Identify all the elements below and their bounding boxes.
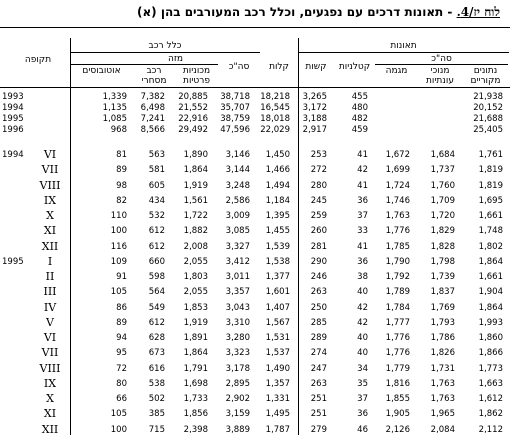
column-header: מכוניות פרטיות xyxy=(182,66,211,86)
table-cell: 42 xyxy=(357,318,368,328)
table-cell: 1,407 xyxy=(265,303,290,313)
table-cell: 3,327 xyxy=(225,242,250,252)
table-cell: 3,248 xyxy=(225,181,250,191)
total-sub-rule xyxy=(375,64,508,65)
table-cell: 968 xyxy=(110,125,127,135)
month-label: VII xyxy=(41,163,59,176)
table-cell: 279 xyxy=(310,425,327,435)
table-cell: 1,495 xyxy=(265,409,290,419)
table-cell: 3,159 xyxy=(225,409,250,419)
table-cell: 272 xyxy=(310,165,327,175)
table-cell: 274 xyxy=(310,348,327,358)
year-label: 1994 xyxy=(2,150,24,160)
table-cell: 38,718 xyxy=(220,92,250,102)
table-cell: 89 xyxy=(116,318,127,328)
table-cell: 480 xyxy=(351,103,368,113)
table-cell: 1,339 xyxy=(102,92,127,102)
group-divider xyxy=(298,38,299,435)
table-cell: 285 xyxy=(310,318,327,328)
month-label: VI xyxy=(43,331,57,344)
table-cell: 116 xyxy=(110,242,127,252)
table-cell: 91 xyxy=(116,272,127,282)
month-label: II xyxy=(45,270,55,283)
table-cell: 1,864 xyxy=(183,348,208,358)
month-label: VII xyxy=(41,346,59,359)
table-cell: 1,763 xyxy=(430,394,455,404)
table-cell: 46 xyxy=(357,425,368,435)
table-cell: 459 xyxy=(351,125,368,135)
table-cell: 1,829 xyxy=(430,226,455,236)
table-cell: 564 xyxy=(148,287,165,297)
table-cell: 18,018 xyxy=(260,114,290,124)
table-cell: 36 xyxy=(357,409,368,419)
table-cell: 532 xyxy=(148,211,165,221)
table-cell: 538 xyxy=(148,379,165,389)
table-cell: 385 xyxy=(148,409,165,419)
table-cell: 40 xyxy=(357,287,368,297)
table-cell: 3,357 xyxy=(225,287,250,297)
table-cell: 72 xyxy=(116,364,127,374)
table-cell: 41 xyxy=(357,150,368,160)
accidents-group-rule xyxy=(298,52,509,53)
table-cell: 1,773 xyxy=(478,364,503,374)
table-cell: 3,009 xyxy=(225,211,250,221)
table-cell: 1,789 xyxy=(385,287,410,297)
table-cell: 1,853 xyxy=(183,303,208,313)
table-cell: 1,828 xyxy=(430,242,455,252)
month-label: X xyxy=(46,209,54,222)
table-cell: 1,661 xyxy=(478,272,503,282)
table-cell: 105 xyxy=(110,287,127,297)
table-cell: 1,612 xyxy=(478,394,503,404)
table-cell: 1,864 xyxy=(478,303,503,313)
table-cell: 98 xyxy=(116,181,127,191)
table-cell: 605 xyxy=(148,181,165,191)
table-cell: 1,837 xyxy=(430,287,455,297)
table-cell: 1,891 xyxy=(183,333,208,343)
table-cell: 1,761 xyxy=(478,150,503,160)
column-header: נתונים מקוריים xyxy=(470,66,501,86)
table-cell: 616 xyxy=(148,364,165,374)
table-cell: 21,938 xyxy=(473,92,503,102)
table-cell: 1,993 xyxy=(478,318,503,328)
table-cell: 1,724 xyxy=(385,181,410,191)
table-cell: 612 xyxy=(148,226,165,236)
table-cell: 1,776 xyxy=(385,348,410,358)
table-cell: 1,737 xyxy=(430,165,455,175)
table-cell: 434 xyxy=(148,196,165,206)
table-cell: 38 xyxy=(357,272,368,282)
table-cell: 1,790 xyxy=(385,257,410,267)
table-cell: 1,890 xyxy=(183,150,208,160)
table-cell: 1,866 xyxy=(478,348,503,358)
table-cell: 35,707 xyxy=(220,103,250,113)
table-title-text: - תאונות דרכים עם נפגעים, וכלל רכב המעורבים בהן (א) xyxy=(136,5,453,19)
table-cell: 3,043 xyxy=(225,303,250,313)
table-cell: 34 xyxy=(357,364,368,374)
table-cell: 1,803 xyxy=(183,272,208,282)
table-cell: 1,862 xyxy=(478,409,503,419)
year-label: 1993 xyxy=(2,92,24,102)
table-cell: 7,241 xyxy=(140,114,165,124)
month-label: VIII xyxy=(39,362,61,375)
column-header: רכב מסחרי xyxy=(141,66,167,86)
table-cell: 250 xyxy=(310,303,327,313)
table-cell: 110 xyxy=(110,211,127,221)
year-label: 1994 xyxy=(2,103,24,113)
table-cell: 33 xyxy=(357,226,368,236)
month-label: XII xyxy=(41,240,59,253)
table-cell: 1,684 xyxy=(430,150,455,160)
table-cell: 1,791 xyxy=(183,364,208,374)
table-cell: 3,188 xyxy=(302,114,327,124)
table-cell: 2,126 xyxy=(385,425,410,435)
table-cell: 482 xyxy=(351,114,368,124)
table-cell: 20,885 xyxy=(178,92,208,102)
table-cell: 2,055 xyxy=(183,287,208,297)
table-cell: 1,760 xyxy=(430,181,455,191)
header-bottom-rule xyxy=(0,87,510,88)
table-cell: 1,661 xyxy=(478,211,503,221)
table-cell: 1,856 xyxy=(183,409,208,419)
table-cell: 1,539 xyxy=(265,242,290,252)
table-cell: 246 xyxy=(310,272,327,282)
table-cell: 86 xyxy=(116,303,127,313)
table-cell: 37 xyxy=(357,394,368,404)
table-number: לוח יז/4. xyxy=(456,5,500,19)
table-cell: 1,663 xyxy=(478,379,503,389)
table-cell: 100 xyxy=(110,425,127,435)
table-cell: 1,882 xyxy=(183,226,208,236)
table-cell: 81 xyxy=(116,150,127,160)
table-cell: 21,688 xyxy=(473,114,503,124)
table-cell: 1,722 xyxy=(183,211,208,221)
table-cell: 290 xyxy=(310,257,327,267)
table-cell: 1,450 xyxy=(265,150,290,160)
table-cell: 1,785 xyxy=(385,242,410,252)
table-cell: 1,331 xyxy=(265,394,290,404)
table-cell: 598 xyxy=(148,272,165,282)
table-cell: 1,085 xyxy=(102,114,127,124)
table-cell: 1,748 xyxy=(478,226,503,236)
table-cell: 29,492 xyxy=(178,125,208,135)
table-cell: 1,819 xyxy=(478,165,503,175)
column-header: קלות xyxy=(269,62,289,72)
table-cell: 1,776 xyxy=(385,226,410,236)
table-cell: 6,498 xyxy=(140,103,165,113)
table-cell: 1,135 xyxy=(102,103,127,113)
header-vehicles-of-which: מזה xyxy=(167,54,184,64)
table-cell: 3,265 xyxy=(302,92,327,102)
table-cell: 673 xyxy=(148,348,165,358)
table-cell: 18,218 xyxy=(260,92,290,102)
table-cell: 263 xyxy=(310,379,327,389)
column-header: סה"כ xyxy=(228,62,250,72)
table-cell: 1,965 xyxy=(430,409,455,419)
table-cell: 2,055 xyxy=(183,257,208,267)
table-cell: 1,395 xyxy=(265,211,290,221)
table-cell: 2,895 xyxy=(225,379,250,389)
table-cell: 1,567 xyxy=(265,318,290,328)
header-vehicles: כלל רכב xyxy=(148,41,182,51)
month-label: IX xyxy=(43,377,57,390)
table-cell: 1,601 xyxy=(265,287,290,297)
vehicles-group-rule xyxy=(70,52,260,53)
header-accidents-total: סה"כ xyxy=(431,54,452,64)
table-cell: 22,029 xyxy=(260,125,290,135)
month-label: I xyxy=(47,255,53,268)
month-label: VI xyxy=(43,148,57,161)
month-label: V xyxy=(46,316,54,329)
table-cell: 22,916 xyxy=(178,114,208,124)
table-cell: 1,746 xyxy=(385,196,410,206)
table-cell: 36 xyxy=(357,257,368,267)
table-cell: 1,184 xyxy=(265,196,290,206)
table-cell: 80 xyxy=(116,379,127,389)
month-label: XI xyxy=(43,224,57,237)
table-cell: 47,596 xyxy=(220,125,250,135)
table-cell: 3,280 xyxy=(225,333,250,343)
year-label: 1995 xyxy=(2,114,24,124)
table-cell: 1,538 xyxy=(265,257,290,267)
table-cell: 1,798 xyxy=(430,257,455,267)
table-cell: 247 xyxy=(310,364,327,374)
table-cell: 105 xyxy=(110,409,127,419)
table-cell: 2,112 xyxy=(478,425,503,435)
table-cell: 280 xyxy=(310,181,327,191)
table-cell: 42 xyxy=(357,303,368,313)
column-header: מנוכי עונתיות xyxy=(426,66,454,86)
table-cell: 3,310 xyxy=(225,318,250,328)
table-cell: 2,902 xyxy=(225,394,250,404)
table-cell: 260 xyxy=(310,226,327,236)
table-cell: 94 xyxy=(116,333,127,343)
table-cell: 1,779 xyxy=(385,364,410,374)
table-cell: 109 xyxy=(110,257,127,267)
table-cell: 549 xyxy=(148,303,165,313)
month-label: IV xyxy=(43,301,57,314)
table-cell: 42 xyxy=(357,165,368,175)
table-cell: 253 xyxy=(310,150,327,160)
table-cell: 612 xyxy=(148,242,165,252)
vehicles-sub-rule xyxy=(70,64,218,65)
table-cell: 502 xyxy=(148,394,165,404)
table-cell: 1,698 xyxy=(183,379,208,389)
column-header: אוטובוסים xyxy=(82,66,121,76)
table-cell: 563 xyxy=(148,150,165,160)
table-cell: 1,864 xyxy=(478,257,503,267)
table-cell: 3,011 xyxy=(225,272,250,282)
table-cell: 40 xyxy=(357,333,368,343)
table-cell: 2,917 xyxy=(302,125,327,135)
table-cell: 251 xyxy=(310,394,327,404)
table-cell: 40 xyxy=(357,348,368,358)
table-cell: 3,144 xyxy=(225,165,250,175)
table-cell: 1,860 xyxy=(478,333,503,343)
table-cell: 612 xyxy=(148,318,165,328)
table-cell: 289 xyxy=(310,333,327,343)
year-label: 1995 xyxy=(2,257,24,267)
column-header: מגמה xyxy=(385,66,408,76)
table-cell: 1,709 xyxy=(430,196,455,206)
table-cell: 1,769 xyxy=(430,303,455,313)
month-label: IX xyxy=(43,194,57,207)
table-cell: 1,787 xyxy=(265,425,290,435)
table-cell: 1,919 xyxy=(183,181,208,191)
column-header: קטלניות xyxy=(338,62,371,72)
table-cell: 3,146 xyxy=(225,150,250,160)
table-cell: 1,490 xyxy=(265,364,290,374)
table-cell: 2,398 xyxy=(183,425,208,435)
table-title xyxy=(137,5,500,20)
table-cell: 16,545 xyxy=(260,103,290,113)
header-period: תקופה xyxy=(24,55,52,65)
table-cell: 1,784 xyxy=(385,303,410,313)
table-cell: 8,566 xyxy=(140,125,165,135)
table-cell: 1,792 xyxy=(385,272,410,282)
table-cell: 89 xyxy=(116,165,127,175)
table-cell: 3,889 xyxy=(225,425,250,435)
table-cell: 25,405 xyxy=(473,125,503,135)
table-cell: 100 xyxy=(110,226,127,236)
table-cell: 1,763 xyxy=(430,379,455,389)
table-cell: 1,816 xyxy=(385,379,410,389)
table-cell: 41 xyxy=(357,181,368,191)
table-cell: 1,776 xyxy=(385,333,410,343)
table-cell: 251 xyxy=(310,409,327,419)
table-cell: 7,382 xyxy=(140,92,165,102)
table-cell: 1,733 xyxy=(183,394,208,404)
table-cell: 20,152 xyxy=(473,103,503,113)
column-header: קשות xyxy=(305,62,327,72)
table-cell: 281 xyxy=(310,242,327,252)
table-cell: 1,826 xyxy=(430,348,455,358)
table-cell: 1,739 xyxy=(430,272,455,282)
table-cell: 1,731 xyxy=(430,364,455,374)
table-cell: 1,905 xyxy=(385,409,410,419)
table-cell: 245 xyxy=(310,196,327,206)
table-cell: 66 xyxy=(116,394,127,404)
table-cell: 2,008 xyxy=(183,242,208,252)
table-cell: 3,412 xyxy=(225,257,250,267)
table-cell: 36 xyxy=(357,196,368,206)
table-cell: 2,084 xyxy=(430,425,455,435)
table-cell: 3,323 xyxy=(225,348,250,358)
table-cell: 38,759 xyxy=(220,114,250,124)
table-cell: 1,786 xyxy=(430,333,455,343)
table-cell: 3,172 xyxy=(302,103,327,113)
year-label: 1996 xyxy=(2,125,24,135)
table-cell: 1,720 xyxy=(430,211,455,221)
table-cell: 1,699 xyxy=(385,165,410,175)
month-label: XII xyxy=(41,423,59,436)
table-cell: 1,377 xyxy=(265,272,290,282)
table-cell: 3,178 xyxy=(225,364,250,374)
table-cell: 455 xyxy=(351,92,368,102)
table-cell: 581 xyxy=(148,165,165,175)
table-cell: 1,455 xyxy=(265,226,290,236)
month-label: X xyxy=(46,392,54,405)
top-rule xyxy=(0,27,510,28)
table-cell: 41 xyxy=(357,242,368,252)
table-cell: 1,819 xyxy=(478,181,503,191)
table-cell: 628 xyxy=(148,333,165,343)
table-cell: 1,793 xyxy=(430,318,455,328)
table-cell: 1,904 xyxy=(478,287,503,297)
table-cell: 660 xyxy=(148,257,165,267)
table-cell: 1,672 xyxy=(385,150,410,160)
table-cell: 82 xyxy=(116,196,127,206)
table-cell: 1,466 xyxy=(265,165,290,175)
table-cell: 1,855 xyxy=(385,394,410,404)
table-cell: 2,586 xyxy=(225,196,250,206)
table-cell: 1,802 xyxy=(478,242,503,252)
table-cell: 263 xyxy=(310,287,327,297)
table-cell: 259 xyxy=(310,211,327,221)
table-cell: 1,763 xyxy=(385,211,410,221)
table-cell: 35 xyxy=(357,379,368,389)
table-cell: 1,357 xyxy=(265,379,290,389)
table-cell: 21,552 xyxy=(178,103,208,113)
table-cell: 1,864 xyxy=(183,165,208,175)
table-cell: 1,777 xyxy=(385,318,410,328)
table-cell: 1,537 xyxy=(265,348,290,358)
table-cell: 1,561 xyxy=(183,196,208,206)
month-label: VIII xyxy=(39,179,61,192)
table-cell: 1,695 xyxy=(478,196,503,206)
table-cell: 1,531 xyxy=(265,333,290,343)
table-cell: 715 xyxy=(148,425,165,435)
header-accidents: תאונות xyxy=(390,41,417,51)
period-divider xyxy=(70,38,71,435)
month-label: III xyxy=(43,285,57,298)
table-cell: 3,085 xyxy=(225,226,250,236)
month-label: XI xyxy=(43,407,57,420)
table-cell: 1,919 xyxy=(183,318,208,328)
table-cell: 95 xyxy=(116,348,127,358)
table-cell: 1,494 xyxy=(265,181,290,191)
table-cell: 37 xyxy=(357,211,368,221)
